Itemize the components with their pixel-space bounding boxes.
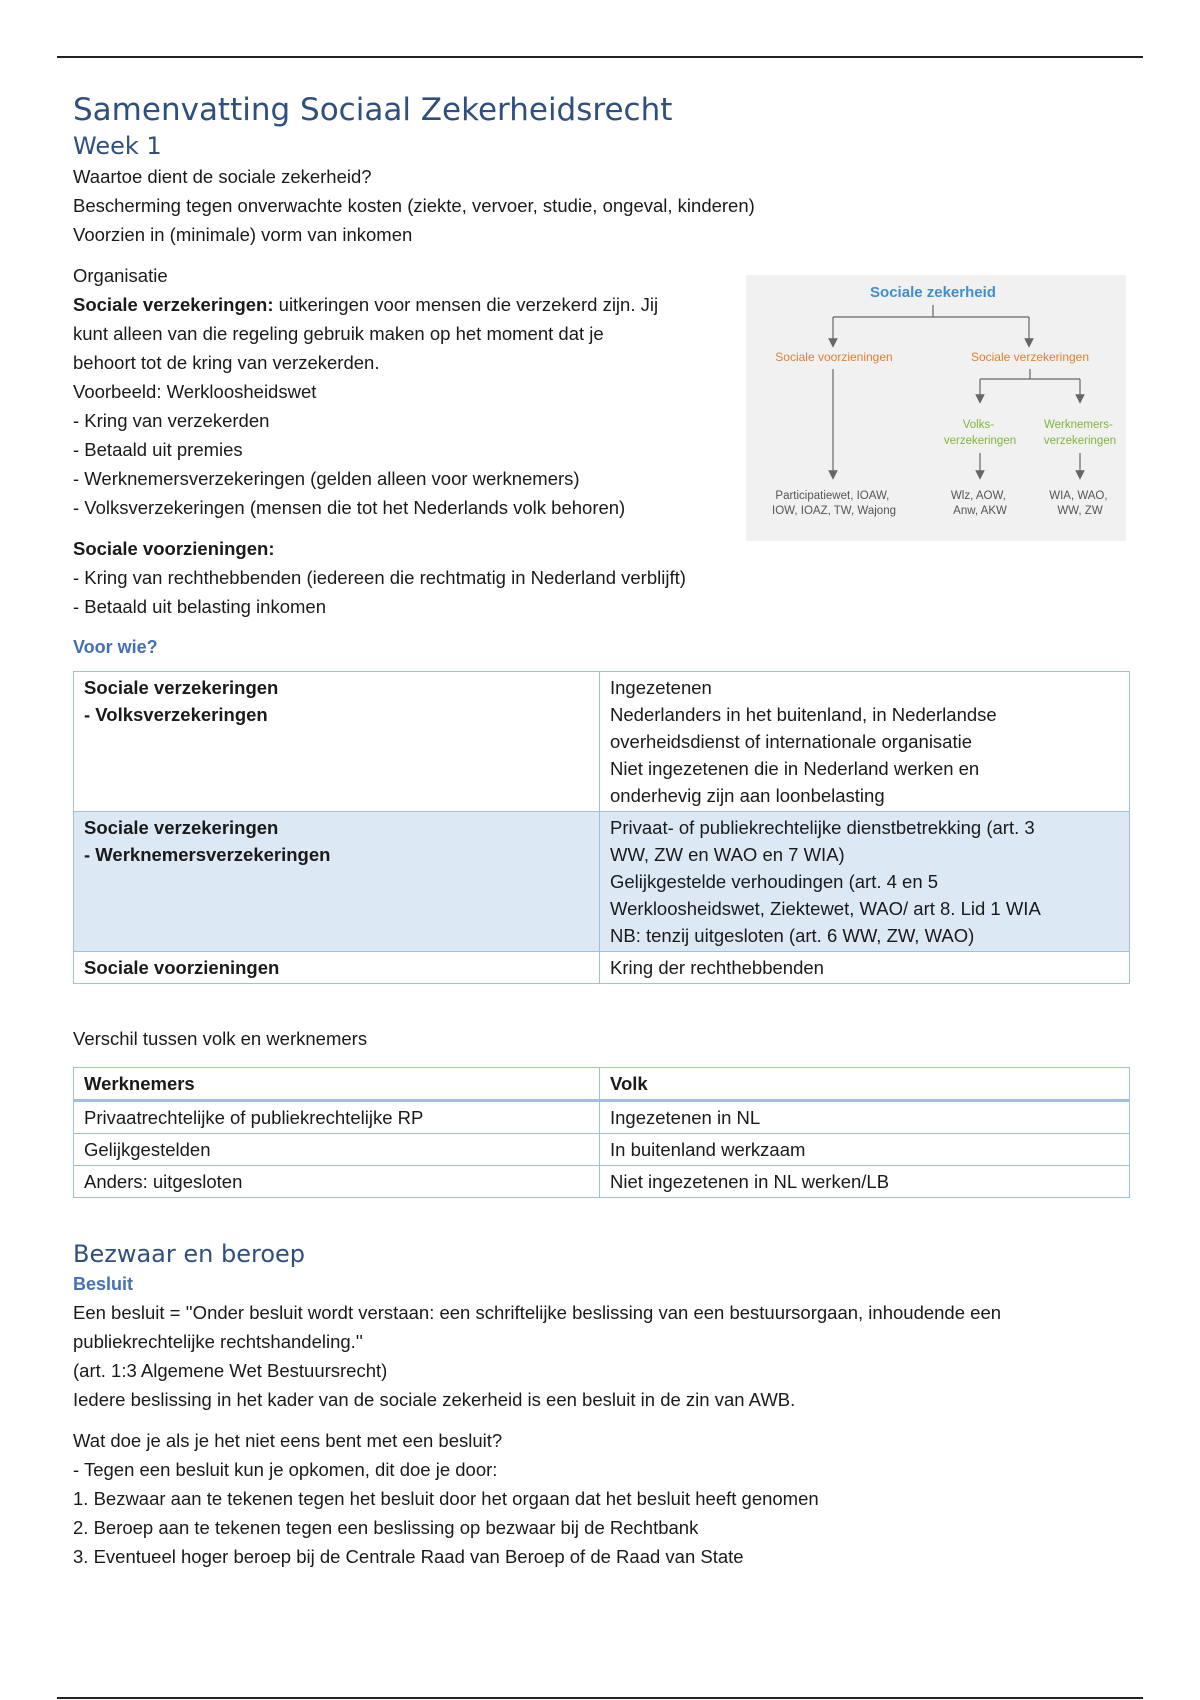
diagram-leaf-werknemers: WIA, WAO, WW, ZW	[1049, 490, 1108, 517]
voorzieningen-heading: Sociale voorzieningen:	[73, 538, 275, 559]
bullet-item: - Kring van verzekerden	[73, 410, 270, 431]
verzekeringen-line: kunt alleen van die regeling gebruik maken op het moment dat je	[73, 323, 604, 344]
table-cell: Gelijkgestelden	[74, 1134, 600, 1166]
verschil-table	[73, 1067, 1130, 1198]
step-item: 1. Bezwaar aan te tekenen tegen het besluit door het orgaan dat het besluit heeft genomen	[73, 1488, 819, 1509]
table-cell: Ingezetenen in NL	[600, 1101, 1130, 1134]
verschil-heading: Verschil tussen volk en werknemers	[73, 1028, 368, 1049]
table-cell: Kring der rechthebbenden	[600, 952, 1130, 984]
table-cell: In buitenland werkzaam	[600, 1134, 1130, 1166]
organisatie-heading: Organisatie	[73, 265, 168, 286]
besluit-line: Iedere beslissing in het kader van de sociale zekerheid is een besluit in de zin van AWB.	[73, 1389, 796, 1410]
footer-rule	[57, 1697, 1143, 1699]
bullet-item: - Kring van rechthebbenden (iedereen die rechtmatig in Nederland verblijft)	[73, 567, 686, 588]
verzekeringen-line: behoort tot de kring van verzekerden.	[73, 352, 380, 373]
week-heading: Week 1	[73, 132, 162, 160]
table-cell: Sociale verzekeringen - Werknemersverzekeringen	[74, 812, 600, 952]
diagram-root: Sociale zekerheid	[870, 284, 996, 301]
intro-line: Voorzien in (minimale) vorm van inkomen	[73, 224, 413, 245]
verzekeringen-definition: Sociale verzekeringen: uitkeringen voor mensen die verzekerd zijn. Jij	[73, 294, 659, 315]
table-cell: Sociale verzekeringen - Volksverzekeringen	[74, 672, 600, 812]
voor-wie-heading: Voor wie?	[73, 637, 158, 657]
bullet-item: - Betaald uit premies	[73, 439, 243, 460]
bullet-item: - Betaald uit belasting inkomen	[73, 596, 326, 617]
bullet-item: - Werknemersverzekeringen (gelden alleen voor werknemers)	[73, 468, 580, 489]
table-row	[74, 812, 1130, 952]
table-row	[74, 1166, 1130, 1198]
step-item: 2. Beroep aan te tekenen tegen een beslissing op bezwaar bij de Rechtbank	[73, 1517, 699, 1538]
bezwaar-question: Wat doe je als je het niet eens bent met een besluit?	[73, 1430, 503, 1451]
step-item: 3. Eventueel hoger beroep bij de Centrale Raad van Beroep of de Raad van State	[73, 1546, 744, 1567]
diagram-leaf-volks: Wlz, AOW, Anw, AKW	[950, 490, 1007, 517]
diagram-voorzieningen: Sociale voorzieningen	[775, 350, 893, 364]
table-row	[74, 1134, 1130, 1166]
table-cell: Ingezetenen Nederlanders in het buitenland, in Nederlandse overheidsdienst of internationale organisatie Niet ingezetenen die in Nederland werken en onderhevig zijn aan loonbelasting	[600, 672, 1130, 812]
column-header: Werknemers	[74, 1068, 600, 1101]
document-title: Samenvatting Sociaal Zekerheidsrecht	[73, 92, 673, 128]
bezwaar-heading: Bezwaar en beroep	[73, 1240, 305, 1268]
besluit-line: Een besluit = ''Onder besluit wordt verstaan: een schriftelijke beslissing van een bestuursorgaan, inhoudende een	[73, 1302, 1002, 1323]
example-line: Voorbeeld: Werkloosheidswet	[73, 381, 317, 402]
table-cell: Anders: uitgesloten	[74, 1166, 600, 1198]
besluit-subheading: Besluit	[73, 1274, 134, 1294]
table-row	[74, 952, 1130, 984]
table-header-row	[74, 1068, 1130, 1101]
intro-line: Bescherming tegen onverwachte kosten (ziekte, vervoer, studie, ongeval, kinderen)	[73, 195, 755, 216]
verzekeringen-label: Sociale verzekeringen:	[73, 294, 274, 315]
diagram-werknemers-label: Werknemers- verzekeringen	[1043, 419, 1117, 447]
organisatie-section	[73, 261, 1133, 621]
diagram-volks-label: Volks- verzekeringen	[943, 419, 1017, 447]
document-body	[73, 90, 1133, 1571]
table-cell: Sociale voorzieningen	[74, 952, 600, 984]
table-cell: Privaatrechtelijke of publiekrechtelijke RP	[74, 1101, 600, 1134]
header-rule	[57, 56, 1143, 58]
bullet-item: - Volksverzekeringen (mensen die tot het Nederlands volk behoren)	[73, 497, 626, 518]
diagram-verzekeringen: Sociale verzekeringen	[970, 350, 1090, 364]
intro-question: Waartoe dient de sociale zekerheid?	[73, 166, 372, 187]
table-row	[74, 1101, 1130, 1134]
besluit-line: (art. 1:3 Algemene Wet Bestuursrecht)	[73, 1360, 388, 1381]
step-item: - Tegen een besluit kun je opkomen, dit doe je door:	[73, 1459, 498, 1480]
table-cell: Niet ingezetenen in NL werken/LB	[600, 1166, 1130, 1198]
voor-wie-table	[73, 671, 1130, 984]
column-header: Volk	[600, 1068, 1130, 1101]
table-cell: Privaat- of publiekrechtelijke dienstbetrekking (art. 3 WW, ZW en WAO en 7 WIA) Gelijkgestelde verhoudingen (art. 4 en 5 Werkloosheidswet, Ziektewet, WAO/ art 8. Lid 1 WIA NB: tenzij uitgesloten (art. 6 WW, ZW, WAO)	[600, 812, 1130, 952]
social-security-diagram	[746, 275, 1126, 541]
besluit-line: publiekrechtelijke rechtshandeling.''	[73, 1331, 363, 1352]
diagram-leaf-voorzieningen: Participatiewet, IOAW, IOW, IOAZ, TW, Wajong	[772, 490, 896, 517]
table-row	[74, 672, 1130, 812]
